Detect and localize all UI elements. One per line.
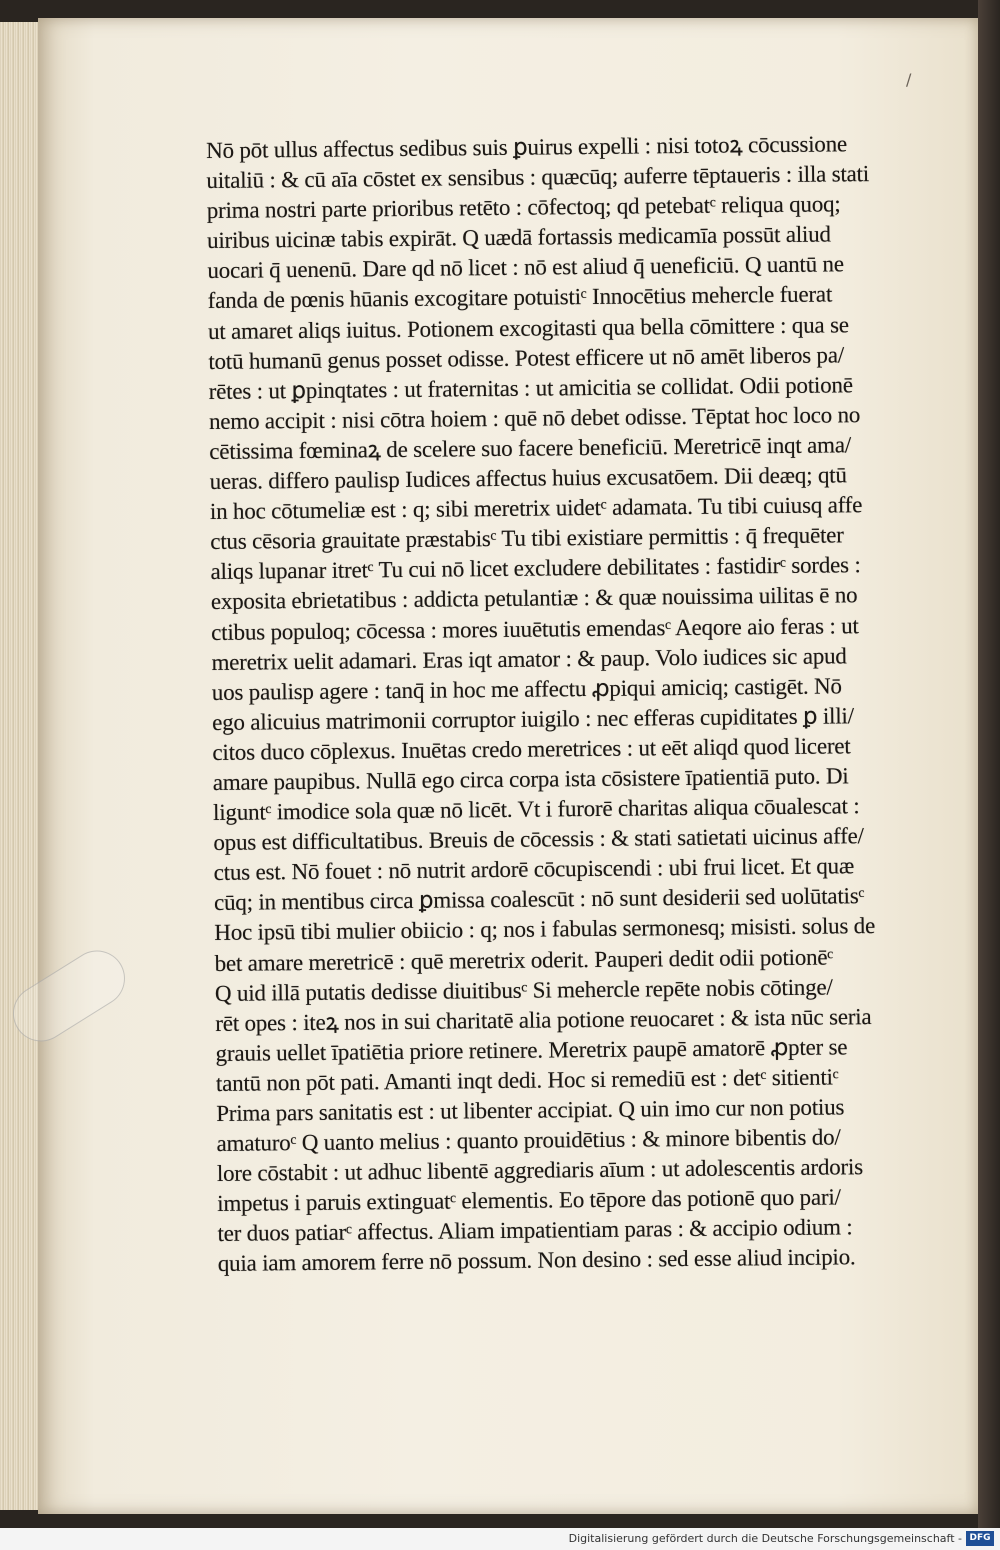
text-line: prima nostri parte prioribus retēto : cōfectoq; qd petebatᶜ reliqua quoq; bbox=[206, 191, 841, 224]
text-line: Nō pōt ullus affectus sedibus suis ꝑuirus expelli : nisi totoꝝ cōcussione bbox=[206, 131, 848, 163]
text-line: ctibus populoq; cōcessa : mores iuuētutis emendasᶜ Aeqore aio feras : ut bbox=[211, 612, 859, 645]
text-line: uos paulisp agere : tanq̄ in hoc me affectu ꝓpiqui amiciq; castigēt. Nō bbox=[211, 673, 842, 705]
text-line: aliqs lupanar itretᶜ Tu cui nō licet excludere debilitates : fastidirᶜ sordes : bbox=[210, 552, 861, 585]
text-line: rēt opes : iteꝝ nos in sui charitatē alia potione reuocaret : & ista nūc seria bbox=[215, 1003, 872, 1036]
dfg-logo: DFG bbox=[966, 1531, 994, 1546]
text-line: bet amare meretricē : quē meretrix oderit. Pauperi dedit odii potionēᶜ bbox=[214, 944, 834, 976]
text-line: tantū non pōt pati. Amanti inqt dedi. Hoc si remediū est : detᶜ sitientiᶜ bbox=[215, 1064, 839, 1096]
text-line: totū humanū genus posset odisse. Potest efficere ut nō amēt liberos pa/ bbox=[208, 341, 845, 374]
corner-mark: / bbox=[906, 70, 912, 89]
text-line: uocari q̄ uenenū. Dare qd nō licet : nō est aliud q̄ ueneficiū. Q uantū ne bbox=[207, 251, 844, 284]
text-line: Hoc ipsū tibi mulier obiicio : q; nos i fabulas sermonesq; misisti. solus de bbox=[214, 913, 876, 946]
text-line: cētissima fœminaꝝ de scelere suo facere beneficiū. Meretricē inqt ama/ bbox=[209, 432, 852, 464]
text-line: ctus est. Nō fouet : nō nutrit ardorē cōcupiscendi : ubi frui licet. Et quæ bbox=[213, 853, 855, 886]
text-line: exposita ebrietatibus : addicta petulantiæ : & quæ nouissima uilitas ē no bbox=[210, 582, 858, 615]
text-line: rētes : ut ꝑpinqtates : ut fraternitas : ut amicitia se collidat. Odii potionē bbox=[208, 371, 853, 404]
text-line: amare paupibus. Nullā ego circa corpa ista cōsistere īpatientiā puto. Di bbox=[212, 763, 849, 795]
text-line: lore cōstabit : ut adhuc libentē aggrediaris aīum : ut adolescentis ardoris bbox=[216, 1154, 864, 1187]
text-line: ueras. differo paulisp Iudices affectus huius excusatōem. Dii deæq; qtū bbox=[209, 462, 847, 495]
text-line: meretrix uelit adamari. Eras iqt amator : & paup. Volo iudices sic apud bbox=[211, 642, 847, 675]
text-line: amaturoᶜ Q uanto melius : quanto prouidētius : & minore bibentis do/ bbox=[216, 1124, 841, 1157]
text-line: impetus i paruis extinguatᶜ elementis. Eo tēpore das potionē quo pari/ bbox=[217, 1184, 841, 1217]
text-line: uiribus uicinæ tabis expirāt. Q uædā fortassis medicamīa possūt aliud bbox=[206, 221, 831, 254]
text-line: ter duos patiarᶜ affectus. Aliam impatientiam paras : & accipio odium : bbox=[217, 1214, 853, 1247]
text-line: Prima pars sanitatis est : ut libenter accipiat. Q uin imo cur non potius bbox=[216, 1094, 845, 1126]
text-line: quia iam amorem ferre nō possum. Non desino : sed esse aliud incipio. bbox=[217, 1244, 856, 1277]
text-line: cūq; in mentibus circa ꝑmissa coalescūt : nō sunt desiderii sed uolūtatisᶜ bbox=[213, 883, 865, 916]
text-line: grauis uellet īpatiētia priore retinere. Meretrix paupē amatorē ꝓpter se bbox=[215, 1034, 848, 1066]
text-line: liguntᶜ imodice sola quæ nō licēt. Vt i furorē charitas aliqua cōualescat : bbox=[212, 793, 860, 826]
right-page-edge bbox=[978, 0, 1000, 1528]
text-line: nemo accipit : nisi cōtra hoiem : quē nō debet odisse. Tēptat hoc loco no bbox=[208, 402, 861, 434]
footer-bar bbox=[0, 1528, 1000, 1550]
text-line: opus est difficultatibus. Breuis de cōcessis : & stati satietati uicinus affe/ bbox=[213, 823, 864, 856]
book-page bbox=[38, 18, 978, 1514]
page-stack-edge bbox=[0, 22, 41, 1510]
text-line: ego alicuius matrimonii corruptor iuigilo : nec efferas cupiditates ꝑ illi/ bbox=[212, 703, 854, 735]
text-line: ctus cēsoria grauitate præstabisᶜ Tu tibi existiare permittis : q̄ frequēter bbox=[210, 522, 844, 555]
text-line: Q uid illā putatis dedisse diuitibusᶜ Si mehercle repēte nobis cōtinge/ bbox=[214, 974, 833, 1006]
text-line: fanda de pœnis hūanis excogitare potuistiᶜ Innocētius mehercle fuerat bbox=[207, 281, 833, 314]
text-line: uitaliū : & cū aīa cōstet ex sensibus : quæcūq; auferre tēptaueris : illa stati bbox=[206, 161, 870, 194]
text-line: in hoc cōtumeliæ est : q; sibi meretrix uidetᶜ adamata. Tu tibi cuiusq affe bbox=[209, 492, 863, 525]
text-line: ut amaret aliqs iuitus. Potionem excogitasti qua bella cōmittere : qua se bbox=[207, 311, 849, 344]
text-block bbox=[206, 128, 958, 1279]
text-line: citos duco cōplexus. Inuētas credo meretrices : ut eēt aliqd quod liceret bbox=[212, 733, 851, 765]
funding-credit: Digitalisierung gefördert durch die Deutsche Forschungsgemeinschaft - bbox=[568, 1532, 962, 1545]
